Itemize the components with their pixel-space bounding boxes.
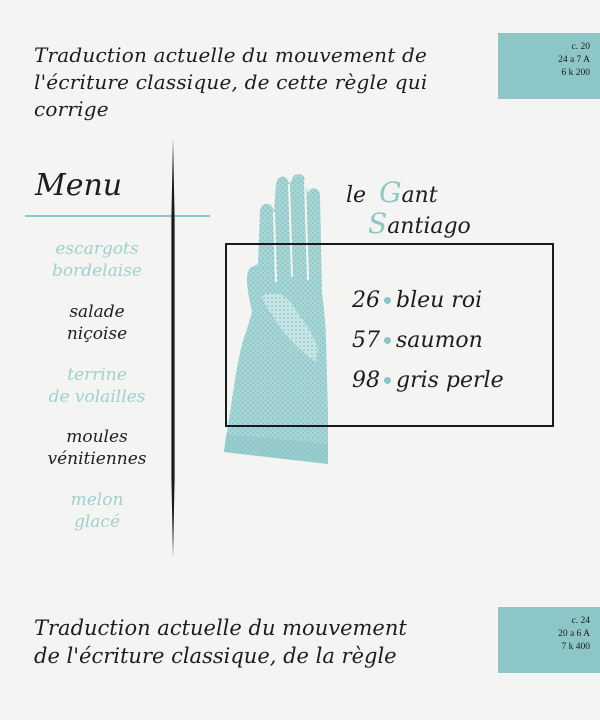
top-tag-line-1: c. 20 [571, 42, 590, 52]
menu-item [22, 364, 172, 408]
brand-title [346, 176, 566, 240]
vertical-rule [166, 138, 180, 558]
color-option [352, 360, 504, 400]
color-code: 98 [352, 367, 380, 393]
menu-item-line: glacé [73, 512, 121, 532]
menu-item-line: vénitiennes [47, 449, 147, 469]
menu-item-line: salade [69, 302, 125, 322]
bottom-specimen-line-2: de l'écriture classique, de la règle [34, 644, 397, 668]
menu-item-line: melon [70, 490, 124, 510]
top-spec-tag [498, 33, 600, 99]
bottom-tag-line-1: c. 24 [571, 616, 590, 626]
color-option [352, 320, 504, 360]
bottom-specimen-text [34, 614, 484, 670]
brand-initial-s: S [368, 207, 388, 240]
color-name: bleu roi [396, 287, 483, 313]
menu-item-line: bordelaise [52, 261, 142, 281]
top-specimen-line-1: Traduction actuelle du mouvement de [34, 43, 428, 67]
menu-item [22, 301, 172, 345]
menu-item-line: niçoise [66, 324, 128, 344]
menu-title: Menu [35, 168, 123, 203]
menu-item-line: de volailles [48, 387, 146, 407]
brand-initial-g: G [379, 176, 402, 209]
bottom-spec-tag [498, 607, 600, 673]
brand-line-1 [346, 176, 566, 209]
top-specimen-line-2: l'écriture classique, de cette règle qui corrige [34, 70, 428, 121]
bullet-dot-icon [384, 377, 391, 384]
top-specimen-text [34, 42, 484, 123]
top-tag-line-3: 6 k 200 [561, 68, 590, 78]
bullet-dot-icon [384, 297, 391, 304]
top-tag-line-2: 24 a 7 A [558, 55, 590, 65]
bottom-tag-line-3: 7 k 400 [561, 642, 590, 652]
menu-item [22, 426, 172, 470]
bottom-specimen-line-1: Traduction actuelle du mouvement [34, 616, 407, 640]
menu-divider [25, 215, 210, 217]
brand-prefix: le [346, 183, 367, 208]
color-name: gris perle [396, 367, 504, 393]
menu-item-line: escargots [55, 239, 139, 259]
color-option [352, 280, 504, 320]
brand-word-1: ant [401, 183, 438, 208]
color-code: 57 [352, 327, 380, 353]
color-options-list [352, 280, 504, 400]
bottom-tag-line-2: 20 a 6 A [558, 629, 590, 639]
color-name: saumon [396, 327, 483, 353]
menu-item-line: moules [66, 427, 128, 447]
brand-line-2 [368, 207, 566, 240]
menu-item [22, 238, 172, 282]
menu-item [22, 489, 172, 533]
color-code: 26 [352, 287, 380, 313]
bullet-dot-icon [384, 337, 391, 344]
brand-word-2: antiago [387, 214, 471, 239]
menu-item-line: terrine [67, 365, 127, 385]
